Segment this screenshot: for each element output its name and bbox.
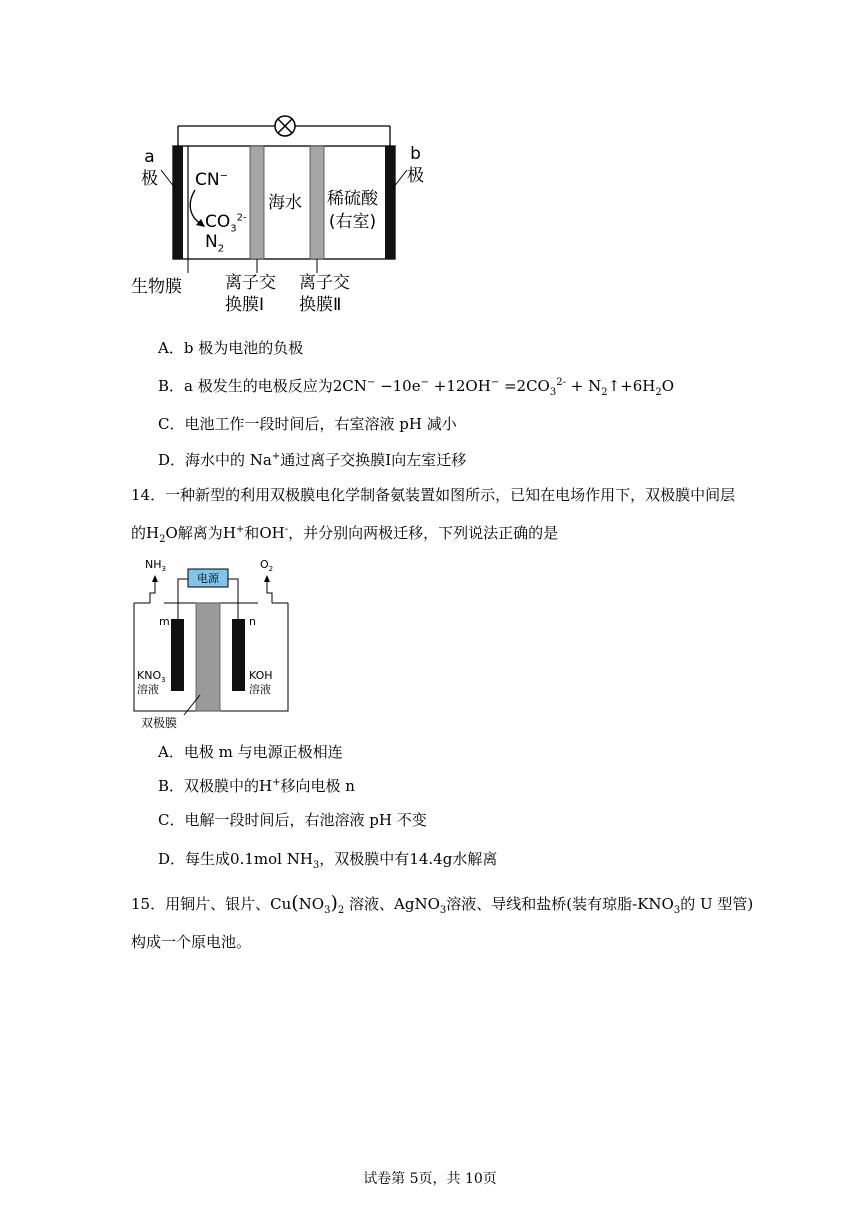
membrane2-label: 离子交 换膜Ⅱ (299, 273, 350, 315)
b-pole-label: b 极 (407, 144, 424, 186)
figure-microbial-cell (125, 108, 445, 318)
q14-option-a[interactable]: A．电极 m 与电源正极相连 (158, 743, 343, 761)
q13-option-d[interactable]: D．海水中的 Na+通过离子交换膜Ⅰ向左室迁移 (158, 451, 467, 469)
power-label: 电源 (197, 572, 219, 585)
electrode-a (173, 146, 183, 259)
bipolar-membrane-label: 双极膜 (141, 716, 178, 730)
membrane-1 (250, 146, 264, 259)
membrane-2 (310, 146, 324, 259)
q14-stem-line2: 的$H_2O$解离为H+和OH-，并分别向两极迁移，下列说法正确的是 (131, 524, 559, 545)
lamp-icon (275, 116, 295, 136)
m-label: m (159, 615, 170, 628)
koh-label: KOH 溶液 (249, 669, 273, 696)
q15-stem-line2: 构成一个原电池。 (131, 933, 252, 951)
electrode-n (232, 619, 245, 691)
q14-option-d[interactable]: D．每生成0.1mol $NH_3$，双极膜中有14.4g水解离 (158, 850, 498, 871)
membrane1-label: 离子交 换膜Ⅰ (225, 273, 276, 315)
o2-label: $O_2$ (260, 558, 274, 574)
q13-option-a[interactable]: A．b 极为电池的负极 (158, 339, 304, 357)
nh3-label: $NH_3$ (145, 558, 166, 574)
co3-ion-label: $CO_3^{2-}$ (205, 212, 247, 235)
electrode-b (385, 146, 395, 259)
q15-stem-line1: 15．用铜片、银片、$Cu(NO_3)_2$ 溶液、AgNO$_3$溶液、导线和盐桥(装有琼脂$-KNO_3$的 U 型管) (131, 892, 754, 916)
n-label: n (249, 615, 256, 628)
acid-label: 稀硫酸 (右室) (327, 189, 378, 232)
a-pole-label: a 极 (141, 147, 158, 189)
seawater-label: 海水 (268, 193, 302, 213)
cn-ion-label: CN− (195, 170, 228, 190)
q13-option-b[interactable]: B．a 极发生的电极反应为$2CN^- -10e^- +12OH^- =2CO_3^{2-}$ + $N_2↑+6H_2O$ (158, 377, 675, 398)
q14-option-b[interactable]: B．双极膜中的H+移向电极 n (158, 777, 355, 795)
n2-label: $N_2$ (205, 232, 225, 255)
electrode-m (171, 619, 184, 691)
figure-bipolar-cell (128, 555, 298, 735)
q14-option-c[interactable]: C．电解一段时间后，右池溶液 pH 不变 (158, 811, 427, 829)
kno3-label: $KNO_3$ 溶液 (137, 669, 166, 696)
biofilm-label: 生物膜 (131, 277, 182, 297)
q14-stem-line1: 14．一种新型的利用双极膜电化学制备氨装置如图所示，已知在电场作用下，双极膜中间层 (131, 486, 736, 504)
page-footer: 试卷第 5页，共 10页 (363, 1171, 497, 1187)
q13-option-c[interactable]: C．电池工作一段时间后，右室溶液 pH 减小 (158, 415, 457, 433)
